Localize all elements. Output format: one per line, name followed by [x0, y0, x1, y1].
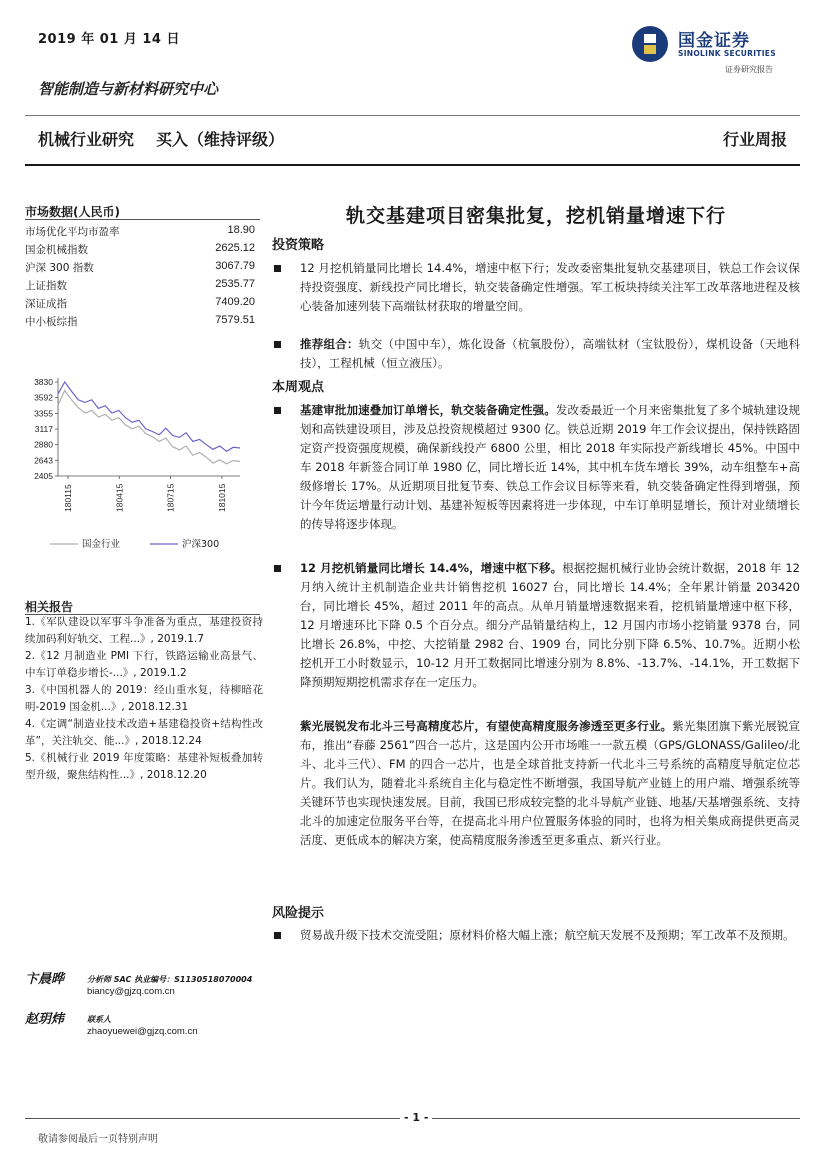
- market-row: 沪深 300 指数 3067.79: [25, 260, 255, 274]
- market-row: 国金机械指数 2625.12: [25, 242, 255, 256]
- analyst-name: 赵玥炜: [25, 1012, 65, 1027]
- bullet-square-icon: [274, 565, 281, 572]
- bullet-square-icon: [274, 932, 281, 939]
- view-bullet: 12 月挖机销量同比增长 14.4%，增速中枢下移。根据挖掘机械行业协会统计数据，2018 年 12 月纳入统计主机制造企业共计销售挖机 16027 台，同比增长 14.4%；全年累计销量 203420 台，同比增长 45%，超过 2011 年的高点。从单月销量增速数据来看，挖机销量增速中枢下移，12 月增速环比下降 0.5 个百分点。细分产品销量结构上，12 月国内市场小挖销量 9378 台，同比增长 26.8%，中挖、大挖销量 2982 台、1909 台，同比分别下降 6.5%、10.7%。近期小松挖机开工小时数显示，10-12 月开工数据同比增速分别为 8.8%、-13.7%、-14.1%，开工数据下降预期短期挖机需求存在一定压力。: [272, 559, 800, 692]
- risk-bullet: 贸易战升级下技术交流受阻；原材料价格大幅上涨；航空航天发展不及预期；军工改革不及预期。: [272, 926, 800, 945]
- market-row: 上证指数 2535.77: [25, 278, 255, 292]
- industry-label: 机械行业研究: [38, 130, 135, 149]
- index-line-chart: [20, 370, 265, 560]
- header-divider-bold: [25, 164, 800, 166]
- bullet-square-icon: [274, 265, 281, 272]
- view-bullet: 基建审批加速叠加订单增长，轨交装备确定性强。发改委最近一个月来密集批复了多个城轨建设规划和高铁建设项目，涉及总投资规模超过 9300 亿。铁总近期 2019 年工作会议提出，保持铁路固定资产投资强度规模，确保新线投产 6800 公里，相比 2018 年实际投产新线增长 45%。中国中车 2018 年新签合同订单 1980 亿，同比增长近 14%，其中机车货车增长 39%，动车组整车+高级修增长 17%。从近期项目批复节奏、铁总工作会议目标等来看，轨交装备确定性得到增强，预计今年货运增量行动计划、基建补短板等因素将进一步体现，中车订单明显增长，预计对业绩增长的传导将逐步体现。: [272, 401, 800, 534]
- x-tick-label: 180415: [114, 483, 125, 512]
- report-title: 轨交基建项目密集批复，挖机销量增速下行: [345, 205, 726, 227]
- header-divider: [25, 115, 800, 116]
- related-report-item[interactable]: 4.《定调“制造业技术改造+基建稳投资+结构性改革”，关注轨交、能...》, 2018.12.24: [25, 718, 263, 747]
- related-reports-title: 相关报告: [25, 600, 74, 614]
- market-data-title: 市场数据(人民币): [25, 205, 120, 219]
- research-center: 智能制造与新材料研究中心: [38, 80, 219, 98]
- strategy-section-title: 投资策略: [272, 238, 325, 253]
- bullet-square-icon: [274, 407, 281, 414]
- report-heading: [38, 127, 306, 150]
- view-section-title: 本周观点: [272, 380, 325, 395]
- strategy-bullet: 推荐组合：轨交（中国中车），炼化设备（杭氧股份），高端钛材（宝钛股份），煤机设备（天地科技），工程机械（恒立液压）。: [272, 335, 800, 373]
- market-data-divider: [25, 219, 260, 220]
- y-tick-label: 2405: [34, 471, 53, 481]
- related-report-item[interactable]: 1.《军队建设以军事斗争准备为重点，基建投资持续加码利好轨交、工程...》, 2019.1.7: [25, 616, 263, 645]
- analyst-name: 卞晨晔: [25, 972, 65, 987]
- page-number: - 1 -: [400, 1111, 432, 1124]
- related-report-item[interactable]: 5.《机械行业 2019 年度策略：基建补短板叠加转型升级，聚焦结构性...》, 2018.12.20: [25, 752, 263, 781]
- legend-label-csi300: 沪深300: [182, 539, 220, 550]
- sinolink-logo-icon: [630, 24, 670, 64]
- report-date: 2019 年 01 月 14 日: [38, 32, 180, 47]
- y-tick-label: 2880: [34, 439, 53, 450]
- logo-cn-text: 国金证券: [678, 31, 750, 51]
- market-row: 市场优化平均市盈率 18.90: [25, 224, 255, 238]
- related-report-item[interactable]: 2.《12 月制造业 PMI 下行，铁路运输业高景气、中车订单稳步增长-...》, 2019.1.2: [25, 650, 263, 679]
- legend-label-industry: 国金行业: [82, 539, 121, 550]
- analyst-email[interactable]: zhaoyuewei@gjzq.com.cn: [87, 1026, 198, 1037]
- series-line-csi300: [58, 382, 240, 451]
- analyst-email[interactable]: biancy@gjzq.com.cn: [87, 986, 175, 997]
- report-type: 行业周报: [722, 130, 787, 149]
- rating-label: 买入（维持评级）: [156, 130, 285, 149]
- y-tick-label: 2643: [34, 455, 53, 466]
- disclaimer-note: 敬请参阅最后一页特别声明: [38, 1134, 158, 1145]
- view-bullet: 紫光展锐发布北斗三号高精度芯片，有望使高精度服务渗透至更多行业。紫光集团旗下紫光展锐宣布，推出“春藤 2561”四合一芯片，这是国内公开市场唯一一款五模（GPS/GLONASS/Galileo/北斗、北斗三代）、FM 的四合一芯片，也是全球首批支持新一代北斗三号系统的高精度导航定位芯片。我们认为，随着北斗系统自主化与稳定性不断增强，我国导航产业链上的用户端、增强系统等关键环节也实现快速发展。目前，我国已形成较完整的北斗导航产业链、地基/天基增强系统、支持北斗的加速定位服务平台等，在提高北斗用户位置服务体验的同时，也将为相关集成商提供更高灵活度、更低成本的解决方案，使高精度服务渗透至更多重点、新兴行业。: [300, 719, 800, 847]
- x-tick-label: 181015: [216, 483, 227, 512]
- related-report-item[interactable]: 3.《中国机器人的 2019：经山重水复，待柳暗花明-2019 国金机...》, 2018.12.31: [25, 684, 263, 713]
- analyst-info: 分析师 SAC 执业编号：S1130518070004: [87, 975, 253, 984]
- y-tick-label: 3355: [34, 408, 53, 419]
- market-row: 深证成指 7409.20: [25, 296, 255, 310]
- y-tick-label: 3592: [34, 392, 53, 403]
- bullet-square-icon: [274, 341, 281, 348]
- y-tick-label: 3117: [34, 424, 53, 435]
- strategy-bullet: 12 月挖机销量同比增长 14.4%，增速中枢下行；发改委密集批复轨交基建项目，铁总工作会议保持投资强度、新线投产同比增长，轨交装备确定性增强。军工板块持续关注军工改革落地进程及核心装备加速列装下高端钛材获取的增量空间。: [272, 259, 800, 316]
- analyst-info: 联系人: [87, 1015, 111, 1024]
- logo-en-text: SINOLINK SECURITIES: [678, 49, 776, 58]
- x-tick-label: 180715: [165, 483, 176, 512]
- related-reports-list: [25, 614, 263, 784]
- market-row: 中小板综指 7579.51: [25, 314, 255, 328]
- company-logo: [630, 22, 800, 84]
- x-tick-label: 180115: [63, 484, 73, 512]
- risk-section-title: 风险提示: [272, 906, 325, 921]
- series-line-industry: [58, 391, 240, 464]
- y-tick-label: 3830: [34, 377, 53, 387]
- logo-tagline: 证券研究报告: [725, 65, 773, 74]
